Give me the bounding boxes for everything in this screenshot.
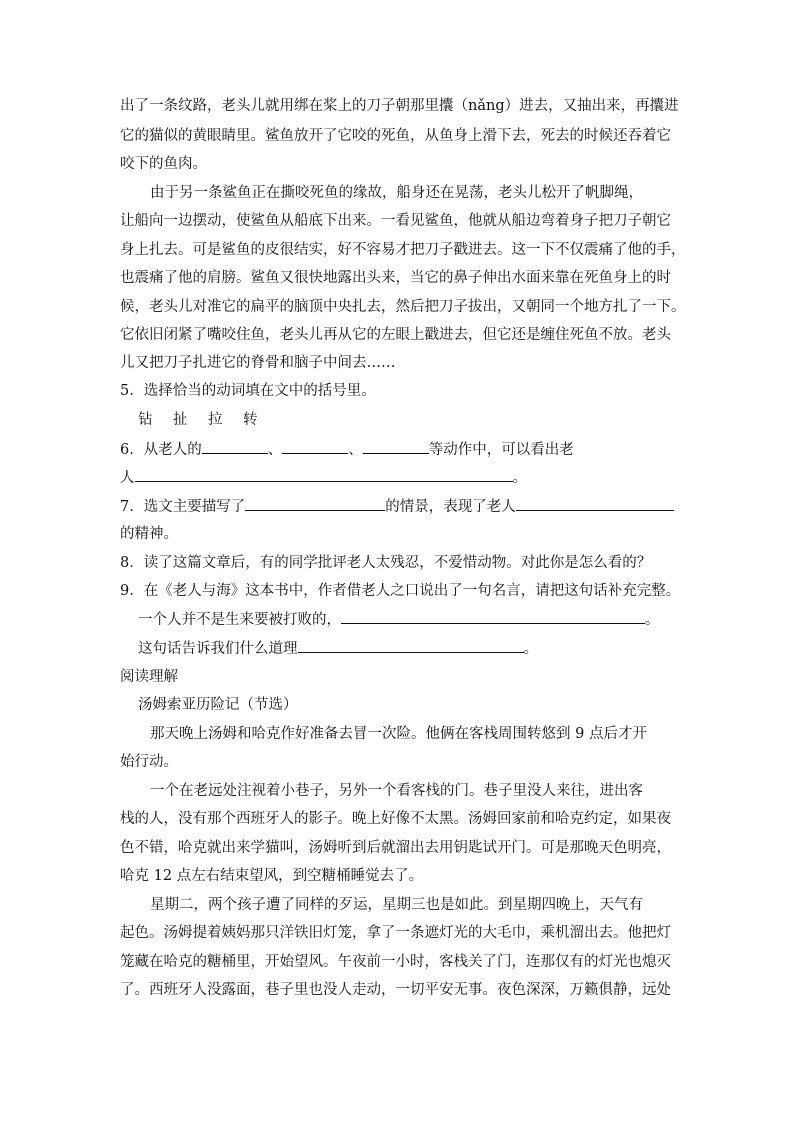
passage1-text: 它依旧闭紧了嘴咬住鱼，老头儿再从它的左眼上戳进去，但它还是缠住死鱼不放。老头 — [120, 327, 671, 343]
answer-blank[interactable] — [341, 609, 645, 624]
q7-text: 7．选文主要描写了 — [120, 499, 246, 515]
passage1-text: 它的猫似的黄眼睛里。鲨鱼放开了它咬的死鱼，从鱼身上滑下去，死去的时候还吞着它 — [120, 128, 671, 144]
answer-blank[interactable] — [516, 496, 674, 511]
q9-end: 。 — [645, 612, 660, 628]
q7-text: 的情景，表现了老人 — [385, 499, 516, 515]
answer-blank[interactable] — [202, 439, 268, 454]
passage2-text: 了。西班牙人没露面，巷子里也没人走动，一切平安无事。夜色深深，万籁俱静，远处 — [120, 982, 671, 998]
q6-text: 人 — [120, 470, 135, 486]
passage1-text: 由于另一条鲨鱼正在撕咬死鱼的缘故，船身还在晃荡，老头儿松开了帆脚绳， — [150, 185, 643, 201]
passage2-text: 起色。汤姆提着姨妈那只洋铁旧灯笼，拿了一条遮灯光的大毛巾，乘机溜出去。他把灯 — [120, 925, 671, 941]
passage2-text: 色不错，哈克就出来学猫叫，汤姆听到后就溜出去用钥匙试开门。可是那晚天色明亮， — [120, 840, 671, 856]
q9-text: 这句话告诉我们什么道理 — [138, 641, 298, 657]
section-heading: 阅读理解 — [120, 669, 178, 685]
question-9-meaning — [138, 638, 538, 659]
q6-separator: 、 — [348, 442, 363, 458]
question-9: 9．在《老人与海》这本书中，作者借老人之口说出了一句名言，请把这句话补充完整。 — [120, 583, 681, 599]
answer-blank[interactable] — [363, 439, 429, 454]
question-9-quote — [138, 609, 660, 630]
passage1-text: 儿又把刀子扎进它的脊骨和脑子中间去…… — [120, 355, 396, 371]
passage2-text: 始行动。 — [120, 754, 178, 770]
q6-separator: 、 — [267, 442, 283, 458]
passage1-text: 也震痛了他的肩膀。鲨鱼又很快地露出头来，当它的鼻子伸出水面来靠在死鱼身上的时 — [120, 270, 671, 286]
question-7 — [120, 496, 674, 517]
question-6 — [120, 439, 574, 460]
passage2-text: 笼藏在哈克的糖桶里，开始望风。午夜前一小时，客栈关了门，连那仅有的灯光也熄灭 — [120, 954, 671, 970]
answer-blank[interactable] — [135, 467, 513, 482]
question-8: 8．读了这篇文章后，有的同学批评老人太残忍，不爱惜动物。对此你是怎么看的？ — [120, 555, 652, 571]
passage1-text: 候，老头儿对准它的扁平的脑顶中央扎去，然后把刀子拔出，又朝同一个地方扎了一下。 — [120, 299, 686, 315]
q6-text: 等动作中，可以看出老 — [428, 442, 574, 458]
passage-title: 汤姆索亚历险记（节选） — [138, 697, 298, 713]
passage1-text: 咬下的鱼肉。 — [120, 156, 207, 172]
q6-text: 6．从老人的 — [120, 442, 202, 458]
answer-blank[interactable] — [282, 439, 348, 454]
passage2-text: 栈的人，没有那个西班牙人的影子。晚上好像不太黑。汤姆回家前和哈克约定，如果夜 — [120, 811, 671, 827]
verb-options: 钻 扯 拉 转 — [138, 412, 261, 428]
passage2-text: 那天晚上汤姆和哈克作好准备去冒一次险。他俩在客栈周围转悠到 9 点后才开 — [150, 726, 647, 742]
passage2-text: 一个在老远处注视着小巷子，另外一个看客栈的门。巷子里没人来往，进出客 — [150, 783, 643, 799]
passage2-text: 星期二，两个孩子遭了同样的歹运，星期三也是如此。到星期四晚上，天气有 — [150, 897, 643, 913]
question-5: 5．选择恰当的动词填在文中的括号里。 — [120, 383, 376, 399]
passage1-text: 出了一条纹路，老头儿就用绑在桨上的刀子朝那里攮（nǎng）进去，又抽出来，再攮进 — [120, 98, 679, 114]
q9-text: 一个人并不是生来要被打败的， — [138, 612, 341, 628]
q6-end: 。 — [512, 470, 527, 486]
passage2-text: 哈克 12 点左右结束望风，到空糖桶睡觉去了。 — [120, 868, 424, 884]
passage1-text: 让船向一边摆动，使鲨鱼从船底下出来。一看见鲨鱼，他就从船边弯着身子把刀子朝它 — [120, 213, 671, 229]
question-7-cont: 的精神。 — [120, 526, 178, 542]
answer-blank[interactable] — [245, 496, 385, 511]
question-6-cont — [120, 467, 527, 488]
q9-end: 。 — [523, 641, 538, 657]
passage1-text: 身上扎去。可是鲨鱼的皮很结实，好不容易才把刀子戳进去。这一下不仅震痛了他的手， — [120, 242, 686, 258]
answer-blank[interactable] — [298, 638, 524, 653]
